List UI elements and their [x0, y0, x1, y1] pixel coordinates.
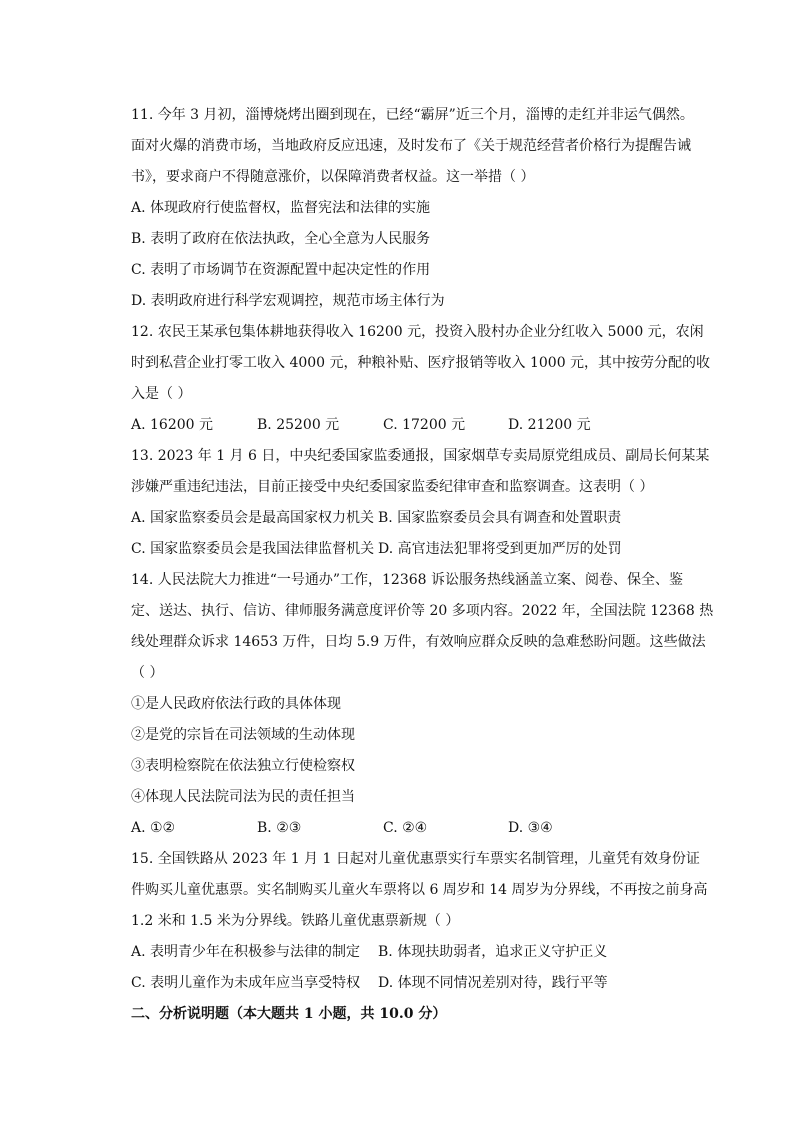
question-text-line: （ ） [131, 665, 164, 681]
option-d: D. 表明政府进行科学宏观调控，规范市场主体行为 [131, 293, 445, 309]
option-c: C. 国家监察委员会是我国法律监督机关 [131, 541, 375, 557]
option-b: B. 体现扶助弱者，追求正义守护正义 [378, 944, 608, 960]
option-b: B. 25200 元 [257, 417, 340, 433]
option-a: A. 16200 元 [131, 417, 213, 433]
option-c: C. ②④ [383, 820, 428, 836]
question-text-line: 时到私营企业打零工收入 4000 元，种粮补贴、医疗报销等收入 1000 元，其中按劳分配的收 [131, 355, 711, 371]
option-d: D. ③④ [508, 820, 553, 836]
question-text-line: 12. 农民王某承包集体耕地获得收入 16200 元，投资入股村办企业分红收入 5000 元，农闲 [131, 324, 704, 340]
section-heading: 二、分析说明题（本大题共 1 小题，共 10.0 分） [131, 1006, 447, 1022]
question-text-line: 入是（ ） [131, 386, 192, 402]
question-text-line: 1.2 米和 1.5 米为分界线。铁路儿童优惠票新规（ ） [131, 913, 460, 929]
question-text-line: 书》，要求商户不得随意涨价，以保障消费者权益。这一举措（ ） [131, 169, 535, 185]
statement-2: ②是党的宗旨在司法领域的生动体现 [131, 727, 355, 743]
option-a: A. 体现政府行使监督权，监督宪法和法律的实施 [131, 200, 431, 216]
option-c: C. 17200 元 [383, 417, 466, 433]
option-a: A. 国家监察委员会是最高国家权力机关 [131, 510, 375, 526]
question-text-line: 面对火爆的消费市场，当地政府反应迅速，及时发布了《关于规范经营者价格行为提醒告诫 [131, 138, 691, 154]
question-text-line: 14. 人民法院大力推进“一号通办”工作，12368 诉讼服务热线涵盖立案、阅卷、保全、鉴 [131, 572, 684, 588]
question-text-line: 定、送达、执行、信访、律师服务满意度评价等 20 多项内容。2022 年，全国法院 12368 热 [131, 603, 714, 619]
option-d: D. 21200 元 [508, 417, 591, 433]
question-text-line: 线处理群众诉求 14653 万件，日均 5.9 万件，有效响应群众反映的急难愁盼问题。这些做法 [131, 634, 706, 650]
question-text-line: 13. 2023 年 1 月 6 日，中央纪委国家监委通报，国家烟草专卖局原党组成员、副局长何某某 [131, 448, 710, 464]
statement-4: ④体现人民法院司法为民的责任担当 [131, 789, 355, 805]
option-b: B. 表明了政府在依法执政，全心全意为人民服务 [131, 231, 431, 247]
question-text-line: 11. 今年 3 月初，淄博烧烤出圈到现在，已经“霸屏”近三个月，淄博的走红并非运气偶然。 [131, 107, 694, 123]
option-a: A. 表明青少年在积极参与法律的制定 [131, 944, 361, 960]
question-text-line: 15. 全国铁路从 2023 年 1 月 1 日起对儿童优惠票实行车票实名制管理，儿童凭有效身份证 [131, 851, 700, 867]
question-text-line: 件购买儿童优惠票。实名制购买儿童火车票将以 6 周岁和 14 周岁为分界线，不再按之前身高 [131, 882, 708, 898]
statement-3: ③表明检察院在依法独立行使检察权 [131, 758, 355, 774]
option-c: C. 表明了市场调节在资源配置中起决定性的作用 [131, 262, 431, 278]
question-text-line: 涉嫌严重违纪违法，目前正接受中央纪委国家监委纪律审查和监察调查。这表明（ ） [131, 479, 654, 495]
option-d: D. 高官违法犯罪将受到更加严厉的处罚 [378, 541, 622, 557]
statement-1: ①是人民政府依法行政的具体体现 [131, 696, 341, 712]
option-b: B. 国家监察委员会具有调查和处置职责 [378, 510, 622, 526]
option-a: A. ①② [131, 820, 176, 836]
option-b: B. ②③ [257, 820, 302, 836]
option-d: D. 体现不同情况差别对待，践行平等 [378, 975, 608, 991]
option-c: C. 表明儿童作为未成年应当享受特权 [131, 975, 361, 991]
